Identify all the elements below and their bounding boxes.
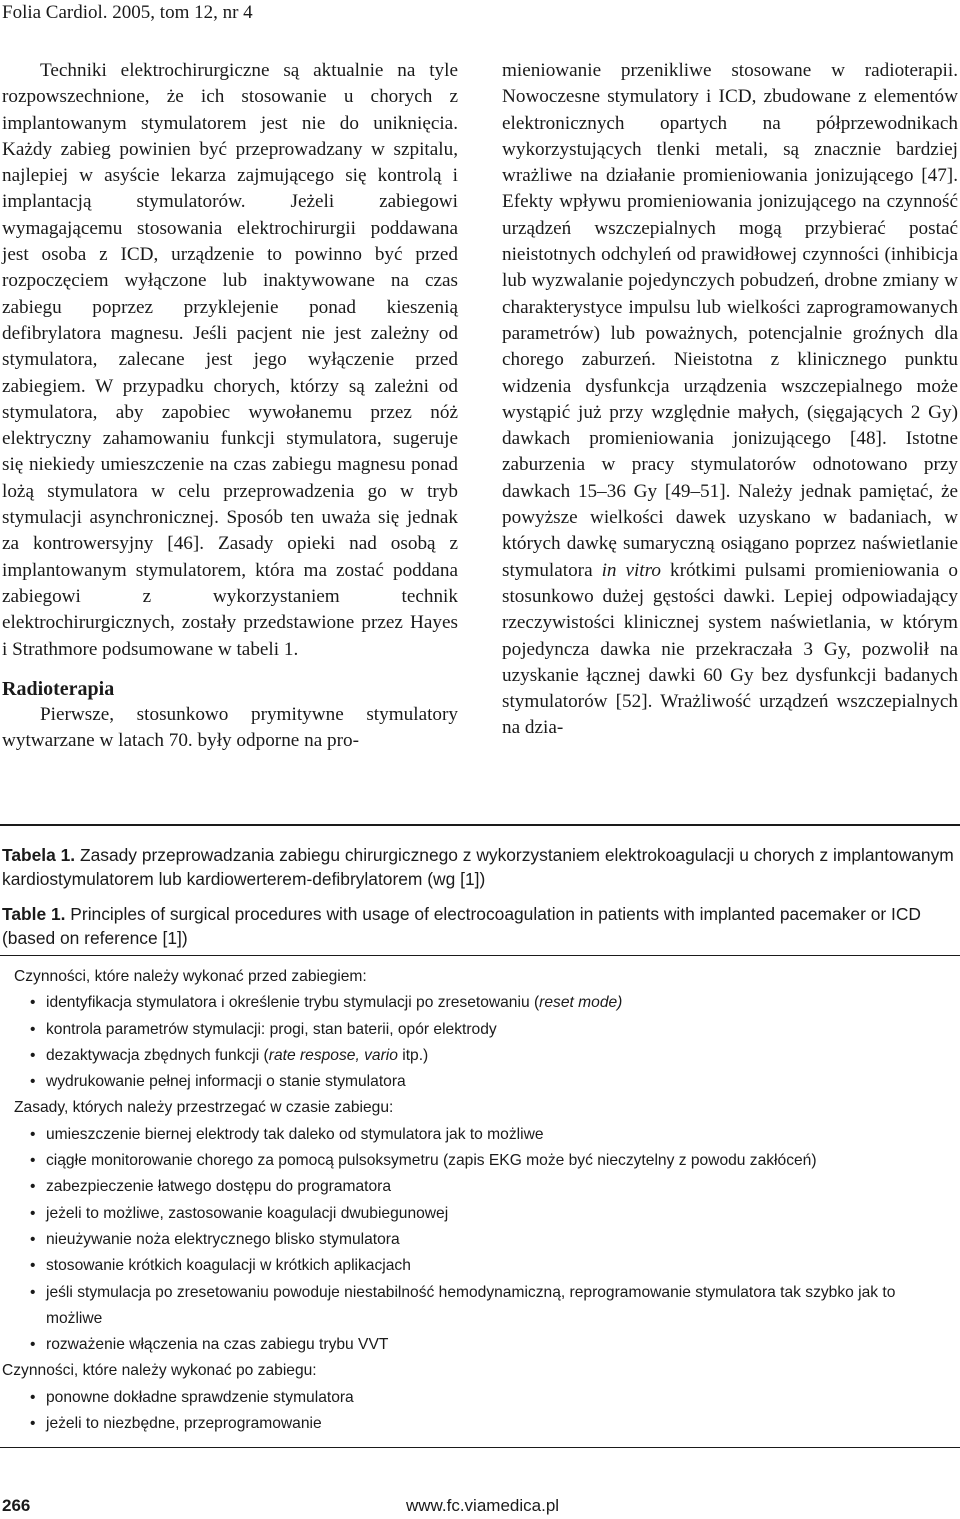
list-item: [14, 1385, 954, 1411]
body-paragraph: Pierwsze, stosunkowo prymitywne stymulatory wytwarzane w latach 70. były odporne na pro-: [2, 703, 458, 752]
table-captions: [2, 843, 954, 961]
right-column: [502, 58, 958, 742]
caption-text: Principles of surgical procedures with usage of electrocoagulation in patients with implanted pacemaker or ICD (based on reference [1]): [2, 904, 921, 948]
bullet-icon: •: [30, 1020, 36, 1038]
item-text: jeżeli to możliwe, zastosowanie koagulacji dwubiegunowej: [46, 1204, 449, 1222]
item-text: identyfikacja stymulatora i określenie trybu stymulacji po zresetowaniu (: [46, 994, 540, 1012]
left-column: [2, 58, 458, 754]
item-text: zabezpieczenie łatwego dostępu do programatora: [46, 1178, 392, 1196]
item-text: ciągłe monitorowanie chorego za pomocą pulsoksymetru (zapis EKG może być nieczytelny z powodu zakłóceń): [46, 1152, 817, 1170]
list-item: [14, 1227, 954, 1253]
item-text: rozważenie włączenia na czas zabiegu trybu VVT: [46, 1336, 389, 1354]
list-item: [14, 1069, 954, 1095]
bullet-icon: •: [30, 1152, 36, 1170]
list-item: [14, 1017, 954, 1043]
caption-english: [2, 902, 954, 950]
bullet-icon: •: [30, 1415, 36, 1433]
item-text: stosowanie krótkich koagulacji w krótkich aplikacjach: [46, 1257, 411, 1275]
bullet-icon: •: [30, 1204, 36, 1222]
body-text: krótkimi pulsami promieniowania o stosunkowo dużej gęstości dawki. Lepiej odpowiadający rzeczywistości klinicznej system naświetlania, w którym pojedyncza dawka nie przekraczała 3 Gy, pozwolił na uzyskanie łącznej dawki 60 Gy bez dysfunkcji badanych stymulatorów [52]. Wrażliwość urządzeń wszczepialnych na dzia-: [502, 559, 959, 739]
journal-url: www.fc.viamedica.pl: [406, 1496, 560, 1515]
bullet-icon: •: [30, 1046, 36, 1064]
bullet-icon: •: [30, 1336, 36, 1354]
item-text: wydrukowanie pełnej informacji o stanie stymulatora: [46, 1073, 406, 1091]
bullet-icon: •: [30, 1388, 36, 1406]
page-number: 266: [2, 1496, 31, 1515]
section-title: Czynności, które należy wykonać przed zabiegiem:: [14, 968, 367, 985]
italic-term: reset mode): [539, 994, 623, 1012]
list-item: [14, 1174, 954, 1200]
item-text: umieszczenie biernej elektrody tak daleko od stymulatora jak to możliwe: [46, 1125, 544, 1143]
bullet-icon: •: [30, 994, 36, 1012]
list-item: [14, 1148, 954, 1174]
table-body: [2, 964, 954, 1437]
body-paragraph: Techniki elektrochirurgiczne są aktualnie na tyle rozpowszechnione, że ich stosowanie u chorych z implantowanym stymulatorem jest nie do uniknięcia. Każdy zabieg powinien być przeprowadzany w szpitalu, najlepiej w asyście lekarza zajmującego się kontrolą i implantacją stymulatorów. Jeżeli zabiegowi wymagającemu stosowania elektrochirurgii poddawana jest osoba z ICD, urządzenie to powinno być przed rozpoczęciem wyłączone lub inaktywowane na czas zabiegu poprzez przyklejenie ponad kieszenią defibrylatora magnesu. Jeśli pacjent nie jest zależny od stymulatora, zalecane jest jego wyłączenie przed zabiegiem. W przypadku chorych, którzy są zależni od stymulatora, aby zapobiec wywołanemu przez nóż elektryczny zahamowaniu funkcji stymulatora, sugeruje się niekiedy umieszczenie na czas zabiegu magnesu ponad lożą stymulatora w celu przeprowadzenia go w tryb stymulacji asynchronicznej. Sposób ten uważa się jednak za kontrowersyjny [46]. Zasady opieki nad osobą z implantowanym stymulatorem, która ma zostać poddana zabiegowi z wykorzystaniem technik elektrochirurgicznych, zostały przedstawione przez Hayes i Strathmore podsumowane w tabeli 1.: [2, 60, 458, 660]
list-item: [14, 1043, 954, 1069]
bullet-list: [14, 990, 954, 1095]
item-text: kontrola parametrów stymulacji: progi, stan baterii, opór elektrody: [46, 1020, 497, 1038]
body-paragraph: [502, 58, 958, 742]
italic-term: in vitro: [601, 559, 661, 581]
list-item: [14, 1201, 954, 1227]
section-title: Zasady, których należy przestrzegać w czasie zabiegu:: [14, 1099, 394, 1117]
caption-polish: [2, 843, 954, 891]
list-item: [14, 990, 954, 1016]
bullet-icon: •: [30, 1257, 36, 1275]
caption-text: Zasady przeprowadzania zabiegu chirurgicznego z wykorzystaniem elektrokoagulacji u chorych z implantowanym kardiostymulatorem lub kardiowerterem-defibrylatorem (wg [1]): [2, 845, 954, 889]
section-heading: Radioterapia: [2, 677, 115, 700]
item-text: dezaktywacja zbędnych funkcji (: [46, 1046, 269, 1064]
bullet-icon: •: [30, 1125, 36, 1143]
table-header-rule: [0, 955, 960, 956]
list-item: [14, 1280, 954, 1333]
caption-label: Tabela 1.: [2, 845, 76, 865]
italic-term: rate respose, vario: [268, 1046, 398, 1064]
bullet-list: [14, 1122, 954, 1359]
item-text: jeżeli to niezbędne, przeprogramowanie: [46, 1415, 322, 1433]
list-item: [14, 1332, 954, 1358]
bullet-list: [14, 1385, 954, 1438]
item-text: ponowne dokładne sprawdzenie stymulatora: [46, 1388, 354, 1406]
table-top-rule: [0, 824, 960, 826]
bullet-icon: •: [30, 1073, 36, 1091]
list-item: [14, 1122, 954, 1148]
section-title: Czynności, które należy wykonać po zabiegu:: [2, 1362, 317, 1380]
list-item: [14, 1253, 954, 1279]
bullet-icon: •: [30, 1178, 36, 1196]
item-text: jeśli stymulacja po zresetowaniu powoduje niestabilność hemodynamiczną, reprogramowanie stymulatora tak szybko jak to możliwe: [46, 1283, 896, 1327]
body-text: mieniowanie przenikliwe stosowane w radioterapii. Nowoczesne stymulatory i ICD, zbudowane z elementów elektronicznych opartych na półprzewodnikach wykorzystujących tlenki metali, są znacznie bardziej wrażliwe na działanie promieniowania jonizującego [47]. Efekty wpływu promieniowania jonizującego na czynność urządzeń wszczepialnych mogą przybierać postać nieistotnych odchyleń od prawidłowej czynności (inhibicja lub wyzwalanie pojedynczych pobudzeń, drobne zmiany w charakterystyce impulsu lub wielkości zaprogramowanych parametrów) lub poważnych, potencjalnie groźnych dla chorego zaburzeń. Nieistotna z klinicznego punktu widzenia dysfunkcja urządzenia wszczepialnego może wystąpić już przy względnie małych, (sięgających 2 Gy) dawkach promieniowania jonizującego [48]. Istotne zaburzenia w pracy stymulatorów odnotowano przy dawkach 15–36 Gy [49–51]. Należy jednak pamiętać, że powyższe wielkości dawek uzyskano w badaniach, w których dawkę sumaryczną osiągano poprzez naświetlanie stymulatora: [502, 60, 958, 581]
item-text: itp.): [397, 1046, 429, 1064]
caption-label: Table 1.: [2, 904, 66, 924]
table-bottom-rule: [0, 1447, 960, 1448]
bullet-icon: •: [30, 1230, 36, 1248]
item-text: nieużywanie noża elektrycznego blisko stymulatora: [46, 1230, 400, 1248]
list-item: [14, 1411, 954, 1437]
bullet-icon: •: [30, 1283, 36, 1301]
journal-header: Folia Cardiol. 2005, tom 12, nr 4: [2, 2, 253, 23]
